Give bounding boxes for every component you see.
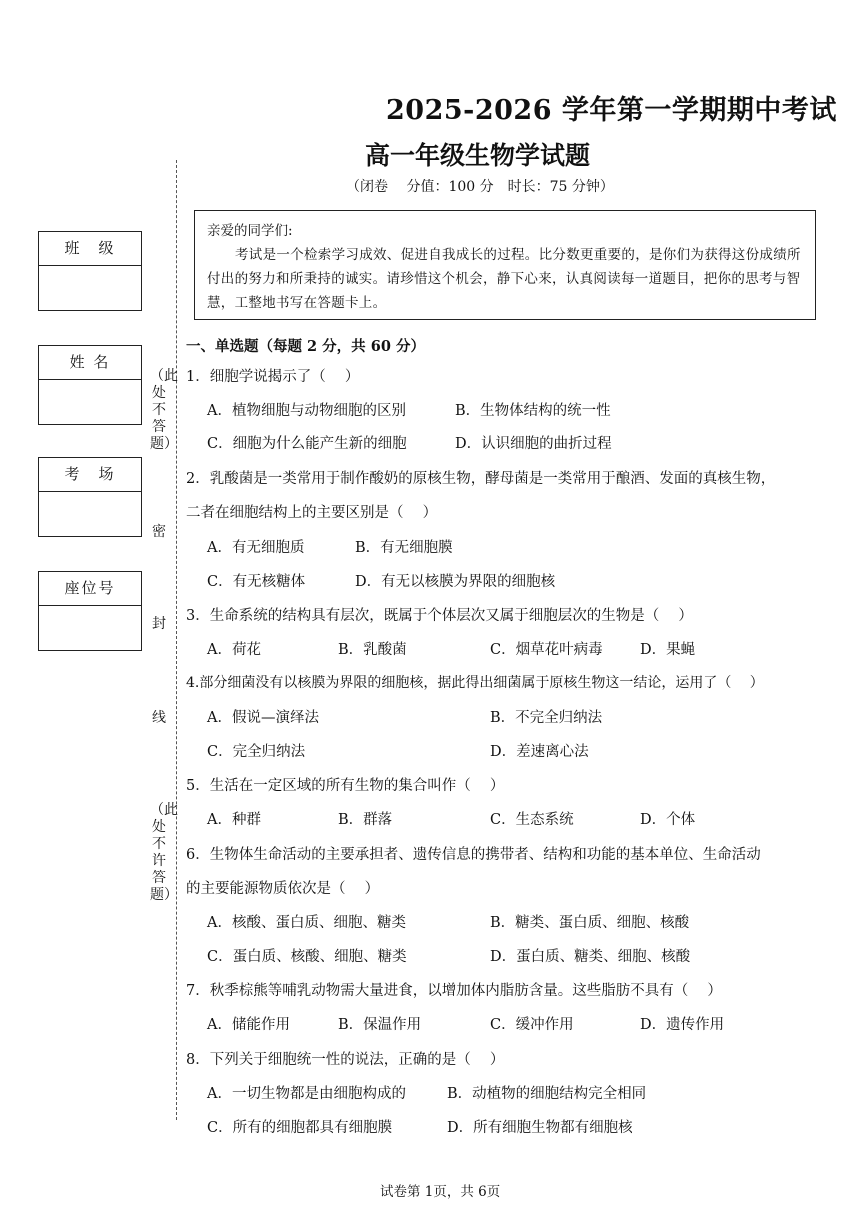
q1-option-a: A．植物细胞与动物细胞的区别: [207, 403, 406, 419]
question-6: 6．生物体生命活动的主要承担者、遗传信息的携带者、结构和功能的基本单位、生命活动: [186, 847, 761, 863]
q8-option-a: A．一切生物都是由细胞构成的: [207, 1086, 406, 1102]
seat-field[interactable]: [39, 606, 141, 650]
q3-option-b: B．乳酸菌: [338, 642, 407, 658]
q4-option-b: B．不完全归纳法: [490, 710, 603, 726]
q3-option-a: A．荷花: [207, 642, 261, 658]
side-char-mi: 密: [152, 524, 166, 540]
class-label: 班 级: [39, 232, 141, 266]
name-field[interactable]: [39, 380, 141, 424]
q1-option-d: D．认识细胞的曲折过程: [455, 436, 612, 452]
q4-option-d: D．差速离心法: [490, 744, 589, 760]
q8-option-c: C．所有的细胞都具有细胞膜: [207, 1120, 393, 1136]
exam-title: 2025-2026 学年第一学期期中考试: [386, 95, 837, 126]
q7-option-d: D．遗传作用: [640, 1017, 725, 1033]
q2-option-a: A．有无细胞质: [207, 540, 305, 556]
seat-box: [38, 571, 142, 651]
q6-option-d: D．蛋白质、糖类、细胞、核酸: [490, 949, 691, 965]
class-box: [38, 231, 142, 311]
question-5: 5．生活在一定区域的所有生物的集合叫作（ ）: [186, 778, 505, 794]
q7-option-b: B．保温作用: [338, 1017, 422, 1033]
question-4: 4.部分细菌没有以核膜为界限的细胞核，据此得出细菌属于原核生物这一结论，运用了（ ）: [186, 675, 764, 691]
exam-room-label: 考 场: [39, 458, 141, 492]
question-7: 7．秋季棕熊等哺乳动物需大量进食，以增加体内脂肪含量。这些脂肪不具有（ ）: [186, 983, 722, 999]
q5-option-b: B．群落: [338, 812, 393, 828]
q5-option-a: A．种群: [207, 812, 261, 828]
exam-meta: （闭卷 分值：100 分 时长：75 分钟）: [346, 179, 614, 195]
question-2-cont: 二者在细胞结构上的主要区别是（ ）: [186, 505, 438, 521]
q3-option-d: D．果蝇: [640, 642, 696, 658]
q7-option-a: A．储能作用: [207, 1017, 290, 1033]
page-footer: 试卷第 1页，共 6页: [380, 1184, 501, 1200]
seat-label: 座位号: [39, 572, 141, 606]
q8-option-d: D．所有细胞生物都有细胞核: [447, 1120, 633, 1136]
q5-option-c: C．生态系统: [490, 812, 574, 828]
side-note-top: （此处不答题）: [150, 368, 178, 452]
q2-option-b: B．有无细胞膜: [355, 540, 453, 556]
q4-option-a: A．假说—演绎法: [207, 710, 319, 726]
question-3: 3．生命系统的结构具有层次，既属于个体层次又属于细胞层次的生物是（ ）: [186, 608, 693, 624]
q4-option-c: C．完全归纳法: [207, 744, 306, 760]
question-2: 2．乳酸菌是一类常用于制作酸奶的原核生物，酵母菌是一类常用于酿酒、发面的真核生物，: [186, 471, 776, 487]
q1-option-c: C．细胞为什么能产生新的细胞: [207, 436, 407, 452]
section-heading: 一、单选题（每题 2 分，共 60 分）: [186, 338, 425, 355]
q8-option-b: B．动植物的细胞结构完全相同: [447, 1086, 647, 1102]
notice-body: 考试是一个检索学习成效、促进自我成长的过程。比分数更重要的，是你们为获得这份成绩所付出的努力和所秉持的诚实。请珍惜这个机会，静下心来，认真阅读每一道题目，把你的思考与智慧，工整地书写在答题卡上。: [207, 247, 801, 311]
q3-option-c: C．烟草花叶病毒: [490, 642, 603, 658]
side-note-bottom: （此处不许答题）: [150, 802, 178, 903]
name-label: 姓 名: [39, 346, 141, 380]
q6-option-c: C．蛋白质、核酸、细胞、糖类: [207, 949, 407, 965]
question-6-cont: 的主要能源物质依次是（ ）: [186, 881, 380, 897]
side-char-feng: 封: [152, 616, 166, 632]
class-field[interactable]: [39, 266, 141, 310]
q6-option-b: B．糖类、蛋白质、细胞、核酸: [490, 915, 690, 931]
question-1: 1．细胞学说揭示了（ ）: [186, 369, 360, 385]
name-box: [38, 345, 142, 425]
q2-option-c: C．有无核糖体: [207, 574, 306, 590]
q1-option-b: B．生物体结构的统一性: [455, 403, 611, 419]
exam-room-field[interactable]: [39, 492, 141, 536]
exam-room-box: [38, 457, 142, 537]
q2-option-d: D．有无以核膜为界限的细胞核: [355, 574, 556, 590]
sealing-line: [176, 160, 177, 1120]
q6-option-a: A．核酸、蛋白质、细胞、糖类: [207, 915, 406, 931]
q5-option-d: D．个体: [640, 812, 696, 828]
notice-box: [194, 210, 816, 320]
question-8: 8．下列关于细胞统一性的说法，正确的是（ ）: [186, 1052, 505, 1068]
side-char-xian: 线: [152, 710, 166, 726]
exam-subject-title: 高一年级生物学试题: [365, 141, 591, 170]
q7-option-c: C．缓冲作用: [490, 1017, 574, 1033]
notice-greeting: 亲爱的同学们:: [207, 223, 293, 239]
